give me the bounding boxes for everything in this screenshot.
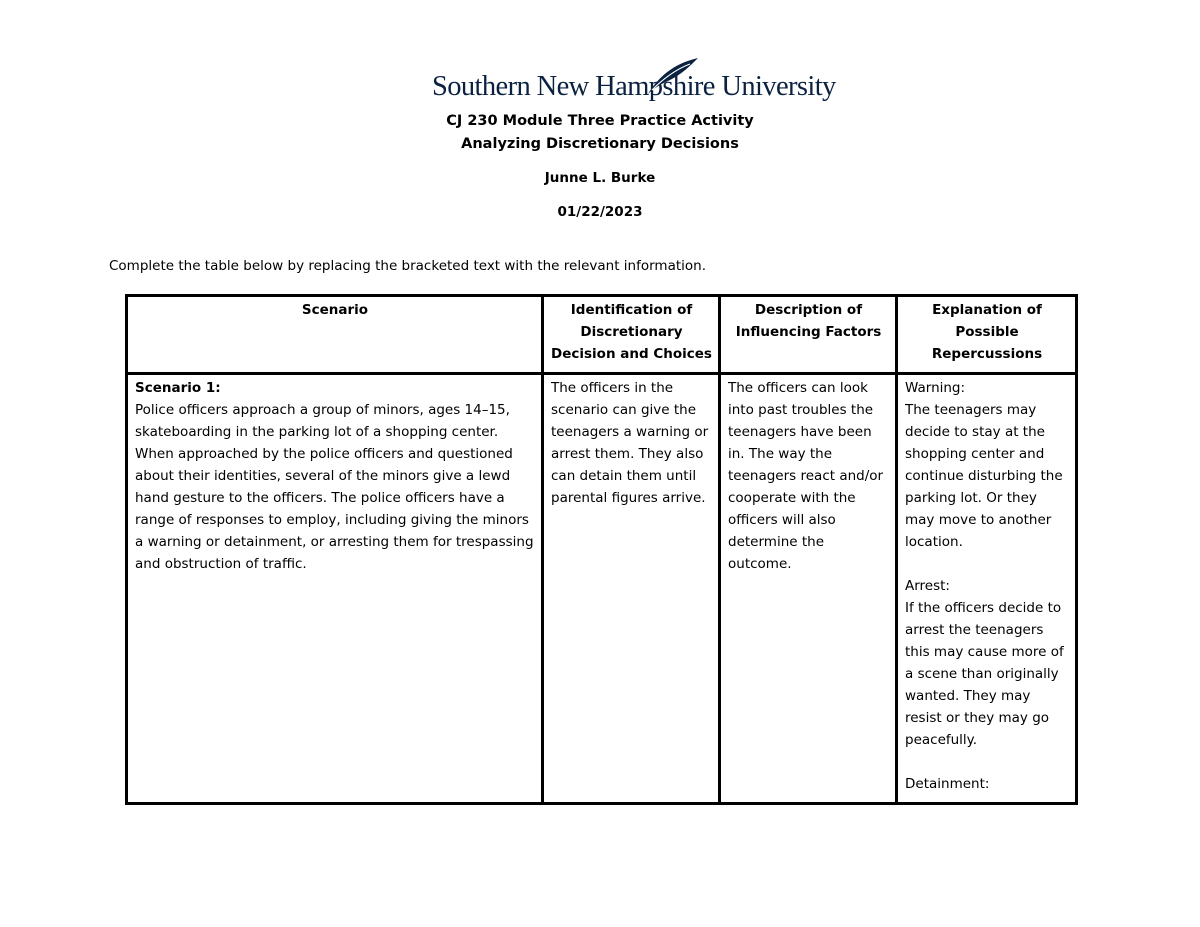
table-header-row (127, 296, 1077, 374)
university-logo (432, 56, 836, 106)
header-identification: Identification of Discretionary Decision and Choices (543, 296, 720, 374)
scenario-cell (127, 374, 543, 804)
quill-leaf-icon (640, 56, 700, 96)
scenario-label: Scenario 1: (135, 380, 221, 396)
author-name: Junne L. Burke (544, 170, 656, 186)
identification-cell (543, 374, 720, 804)
instructions-text: Complete the table below by replacing the bracketed text with the relevant information. (109, 258, 706, 274)
identification-text: The officers in the scenario can give the teenagers a warning or arrest them. They also can detain them until parental figures arrive. (551, 380, 713, 506)
repercussions-text: Warning: The teenagers may decide to stay at the shopping center and continue disturbing the parking lot. Or they may move to another location. Arrest: If the officers decide to arrest the teenagers this may cause more of a scene than originally wanted. They may resist or they may go peacefully. Detainment: (905, 380, 1064, 792)
document-date: 01/22/2023 (557, 204, 643, 220)
header-scenario: Scenario (127, 296, 543, 374)
scenario-description: Police officers approach a group of minors, ages 14–15, skateboarding in the parking lot of a shopping center. When approached by the police officers and questioned about their identities, several of the minors give a lewd hand gesture to the officers. The police officers have a range of responses to employ, including giving the minors a warning or detainment, or arresting them for trespassing and obstruction of traffic. (135, 402, 538, 572)
document-subtitle: Analyzing Discretionary Decisions (461, 136, 739, 152)
factors-cell (720, 374, 897, 804)
header-factors: Description of Influencing Factors (720, 296, 897, 374)
discretionary-decisions-table (125, 294, 1078, 805)
factors-text: The officers can look into past troubles the teenagers have been in. The way the teenagers react and/or cooperate with the officers will also determine the outcome. (728, 380, 888, 572)
table-row (127, 374, 1077, 804)
repercussions-cell (897, 374, 1077, 804)
course-title: CJ 230 Module Three Practice Activity (446, 113, 754, 129)
header-repercussions: Explanation of Possible Repercussions (897, 296, 1077, 374)
logo-wordmark: Southern New Hampshire University (432, 71, 836, 102)
